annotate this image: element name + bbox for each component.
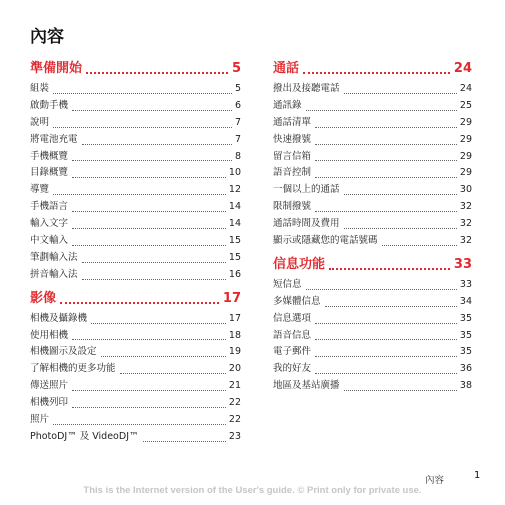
toc-entry[interactable] [30,250,241,267]
toc-entry-label: 筆劃輸入法 [30,251,78,263]
toc-entry-label: 組裝 [30,82,50,94]
toc-entry-page-number: 38 [459,380,472,392]
toc-entry-label: 通話清單 [273,116,312,128]
section-heading[interactable] [273,256,472,274]
toc-entry-page-number: 35 [459,329,472,341]
toc-entry[interactable] [273,199,472,216]
dot-leader [344,194,457,195]
toc-section [273,60,472,250]
toc-entry[interactable] [30,429,241,446]
dot-leader [315,373,457,374]
toc-entry-label: 手機概覽 [30,150,69,162]
toc-entry[interactable] [273,216,472,233]
toc-entry[interactable] [30,182,241,199]
toc-entry[interactable] [273,344,472,361]
footer-page-number: 1 [474,470,481,481]
toc-entry[interactable] [273,277,472,294]
toc-entry[interactable] [30,199,241,216]
toc-entry-label: 照片 [30,414,50,426]
dot-leader [329,268,450,270]
section-heading[interactable] [273,60,472,78]
toc-entry-page-number: 22 [228,397,241,409]
toc-entry-label: 將電池充電 [30,133,78,145]
toc-left-column [30,60,241,452]
toc-entry-label: 導覽 [30,184,50,196]
toc-entry-label: 限制撥號 [273,201,312,213]
section-title: 準備開始 [30,61,83,76]
toc-entry-label: 拼音輸入法 [30,268,78,280]
dot-leader [72,211,226,212]
toc-entry-label: 通話時間及費用 [273,218,340,230]
toc-entry-label: 顯示或隱藏您的電話號碼 [273,235,378,246]
toc-entry-label: 說明 [30,116,50,128]
toc-entry[interactable] [273,378,472,395]
dot-leader [344,93,457,94]
toc-entry-label: 快速撥號 [273,133,312,145]
toc-entry-page-number: 32 [459,218,472,230]
toc-entry-page-number: 16 [228,268,241,280]
section-title: 信息功能 [273,256,326,272]
toc-entry-label: 中文輸入 [30,235,69,246]
dot-leader [72,339,226,340]
toc-entry-label: 目錄概覽 [30,167,69,179]
toc-section [30,60,241,284]
toc-entry-page-number: 17 [228,312,241,324]
dot-leader [344,228,457,229]
toc-entry-label: 輸入文字 [30,218,69,230]
toc-entry-label: 信息選項 [273,312,312,324]
footer-section-label: 內容 [425,475,445,486]
toc-entry-label: 地區及基站廣播 [273,380,340,392]
toc-entry-page-number: 29 [459,116,472,128]
dot-leader [315,160,457,161]
toc-entry[interactable] [30,267,241,284]
dot-leader [72,177,226,178]
section-page-number: 24 [453,61,472,76]
toc-entry-page-number: 6 [234,99,241,111]
toc-entry-page-number: 7 [234,133,241,145]
dot-leader [72,228,226,229]
section-heading[interactable] [30,60,241,78]
dot-leader [60,302,219,304]
dot-leader [344,390,457,391]
toc-entry-page-number: 35 [459,346,472,358]
dot-leader [91,323,226,324]
toc-entry-label: 一個以上的通話 [273,184,340,196]
toc-entry[interactable] [273,361,472,378]
dot-leader [382,245,457,246]
dot-leader [82,279,226,280]
dot-leader [306,110,457,111]
dot-leader [72,245,226,246]
dot-leader [53,194,226,195]
toc-entry-page-number: 29 [459,133,472,145]
toc-entry-page-number: 21 [228,380,241,392]
dot-leader [82,262,226,263]
toc-entry[interactable] [30,344,241,361]
toc-entry-page-number: 5 [234,82,241,94]
toc-entry[interactable] [30,361,241,378]
dot-leader [101,356,226,357]
toc-entry-label: 通訊錄 [273,99,302,111]
toc-entry-label: 我的好友 [273,363,312,375]
dot-leader [143,441,226,442]
toc-entry[interactable] [273,328,472,345]
dot-leader [53,127,232,128]
dot-leader [72,390,226,391]
toc-entry-page-number: 36 [459,363,472,375]
toc-entry-page-number: 8 [234,150,241,162]
toc-entry[interactable] [30,81,241,98]
toc-entry[interactable] [30,378,241,395]
toc-entry-page-number: 15 [228,235,241,246]
toc-entry-page-number: 15 [228,251,241,263]
toc-entry[interactable] [273,233,472,250]
toc-entry-page-number: 20 [228,363,241,375]
section-title: 影像 [30,290,57,306]
toc-section [273,256,472,395]
toc-entry-page-number: 29 [459,167,472,179]
watermark-text: This is the Internet version of the User's guide. © Print only for private use. [83,485,422,496]
toc-entry[interactable] [273,294,472,311]
toc-entry-page-number: 10 [228,167,241,179]
toc-entry-page-number: 23 [228,430,241,442]
toc-entry-label: 了解相機的更多功能 [30,363,116,375]
toc-entry-page-number: 34 [459,295,472,307]
dot-leader [315,339,457,340]
dot-leader [315,127,457,128]
toc-entry-page-number: 12 [228,184,241,196]
toc-entry-page-number: 19 [228,346,241,358]
dot-leader [72,160,232,161]
toc-entry[interactable] [30,328,241,345]
toc-entry[interactable] [273,98,472,115]
toc-entry[interactable] [30,311,241,328]
toc-entry-label: 使用相機 [30,329,69,341]
section-title: 通話 [273,61,300,76]
toc-entry-label: 語音控制 [273,167,312,179]
dot-leader [82,144,232,145]
dot-leader [72,407,226,408]
toc-entry[interactable] [273,81,472,98]
toc-entry-label: 相機圖示及設定 [30,346,97,358]
toc-entry-label: 留言信箱 [273,150,312,162]
section-page-number: 33 [453,256,472,272]
dot-leader [53,93,232,94]
toc-entry[interactable] [273,311,472,328]
toc-entry-label: 相機及攝錄機 [30,312,88,324]
dot-leader [315,211,457,212]
dot-leader [303,72,450,74]
dot-leader [325,306,457,307]
toc-entry[interactable] [30,216,241,233]
toc-entry-page-number: 35 [459,312,472,324]
toc-entry[interactable] [30,115,241,132]
toc-entry[interactable] [30,98,241,115]
section-page-number: 5 [231,61,241,76]
toc-entry-page-number: 25 [459,99,472,111]
dot-leader [315,177,457,178]
toc-entry[interactable] [273,182,472,199]
toc-entry-label: 撥出及接聽電話 [273,82,340,94]
dot-leader [86,72,228,74]
toc-entry[interactable] [30,165,241,182]
toc-entry-page-number: 32 [459,201,472,213]
toc-entry-label: 語音信息 [273,329,312,341]
toc-entry-label: 啟動手機 [30,99,69,111]
toc-entry-page-number: 30 [459,184,472,196]
toc-entry[interactable] [273,132,472,149]
toc-entry-page-number: 14 [228,218,241,230]
toc-right-column [273,60,472,401]
toc-entry[interactable] [273,165,472,182]
toc-entry-page-number: 24 [459,82,472,94]
dot-leader [315,356,457,357]
toc-entry-page-number: 14 [228,201,241,213]
toc-section [30,290,241,446]
toc-entry[interactable] [273,115,472,132]
toc-entry-page-number: 22 [228,414,241,426]
toc-entry-page-number: 29 [459,150,472,162]
toc-entry[interactable] [30,395,241,412]
toc-entry[interactable] [30,132,241,149]
page-title: 內容 [30,27,64,47]
toc-entry-label: 手機語言 [30,201,69,213]
toc-entry-label: PhotoDJ™ 及 VideoDJ™ [30,430,139,442]
toc-entry-label: 電子郵件 [273,346,312,358]
toc-entry[interactable] [30,149,241,166]
dot-leader [120,373,226,374]
section-heading[interactable] [30,290,241,308]
toc-entry-page-number: 32 [459,235,472,246]
toc-entry-label: 傳送照片 [30,380,69,392]
dot-leader [306,289,457,290]
toc-entry[interactable] [30,233,241,250]
toc-entry-label: 短信息 [273,278,302,290]
dot-leader [315,323,457,324]
toc-entry-page-number: 33 [459,278,472,290]
dot-leader [53,424,226,425]
toc-entry-label: 多媒體信息 [273,295,321,307]
toc-entry-page-number: 18 [228,329,241,341]
dot-leader [315,144,457,145]
toc-entry[interactable] [273,149,472,166]
section-page-number: 17 [222,290,241,306]
toc-entry[interactable] [30,412,241,429]
toc-entry-label: 相機列印 [30,397,69,409]
toc-entry-page-number: 7 [234,116,241,128]
dot-leader [72,110,232,111]
